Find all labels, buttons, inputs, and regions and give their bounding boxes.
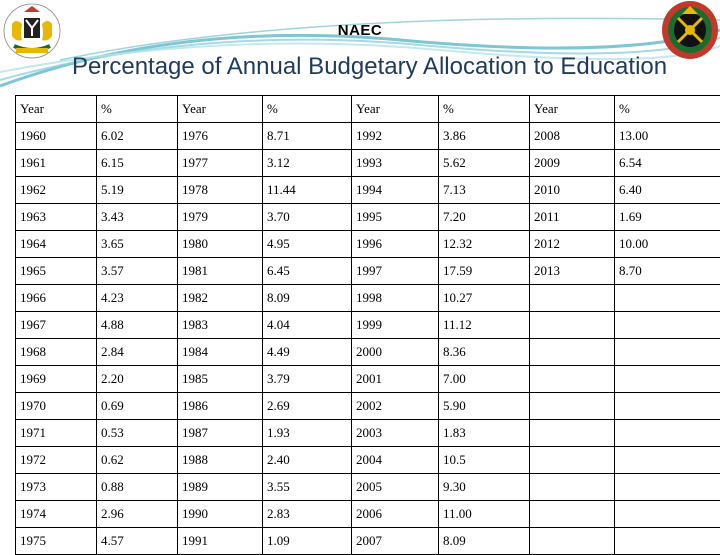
percent-cell: 10.27 [439,285,530,312]
year-cell: 2009 [530,150,615,177]
percent-cell: 3.79 [263,366,352,393]
percent-cell: 3.70 [263,204,352,231]
percent-cell: 11.12 [439,312,530,339]
percent-cell: 8.70 [615,258,720,285]
percent-cell: 10.00 [615,231,720,258]
table-row [16,123,720,150]
year-cell: 1993 [352,150,439,177]
percent-cell: 1.93 [263,420,352,447]
column-header-year: Year [178,96,263,123]
table-row [16,474,720,501]
table-row [16,285,720,312]
year-cell: 1965 [16,258,97,285]
year-cell: 2002 [352,393,439,420]
table-row [16,366,720,393]
year-cell: 1978 [178,177,263,204]
percent-cell: 6.15 [97,150,178,177]
percent-cell: 4.49 [263,339,352,366]
percent-cell: 2.40 [263,447,352,474]
year-cell: 1977 [178,150,263,177]
percent-cell: 17.59 [439,258,530,285]
year-cell: 2004 [352,447,439,474]
percent-cell: 2.84 [97,339,178,366]
year-cell: 2013 [530,258,615,285]
year-cell: 1989 [178,474,263,501]
table-row [16,150,720,177]
year-cell: 1981 [178,258,263,285]
table-row [16,177,720,204]
percent-cell [615,501,720,528]
percent-cell: 2.96 [97,501,178,528]
year-cell: 1979 [178,204,263,231]
year-cell: 1995 [352,204,439,231]
column-header-percent: % [97,96,178,123]
year-cell: 1996 [352,231,439,258]
percent-cell: 3.43 [97,204,178,231]
percent-cell: 5.90 [439,393,530,420]
percent-cell [615,393,720,420]
organization-name: NAEC [0,22,720,39]
percent-cell: 0.62 [97,447,178,474]
year-cell: 2005 [352,474,439,501]
percent-cell [615,447,720,474]
percent-cell [615,474,720,501]
year-cell: 2007 [352,528,439,555]
table-row [16,528,720,555]
year-cell: 1976 [178,123,263,150]
percent-cell: 13.00 [615,123,720,150]
year-cell: 1987 [178,420,263,447]
table-row [16,393,720,420]
percent-cell: 2.83 [263,501,352,528]
year-cell: 2003 [352,420,439,447]
year-cell [530,393,615,420]
year-cell: 2012 [530,231,615,258]
army-crest-icon [660,0,720,60]
table-header-row [16,96,720,123]
percent-cell: 3.65 [97,231,178,258]
year-cell: 1992 [352,123,439,150]
year-cell [530,447,615,474]
year-cell: 1974 [16,501,97,528]
percent-cell: 0.53 [97,420,178,447]
year-cell [530,339,615,366]
percent-cell [615,339,720,366]
year-cell: 1983 [178,312,263,339]
year-cell: 1985 [178,366,263,393]
table-row [16,501,720,528]
percent-cell [615,420,720,447]
table-row [16,204,720,231]
percent-cell: 5.62 [439,150,530,177]
year-cell: 1980 [178,231,263,258]
year-cell: 1998 [352,285,439,312]
percent-cell: 4.04 [263,312,352,339]
percent-cell: 5.19 [97,177,178,204]
year-cell: 1999 [352,312,439,339]
year-cell: 1986 [178,393,263,420]
year-cell: 1966 [16,285,97,312]
year-cell: 1969 [16,366,97,393]
percent-cell: 4.57 [97,528,178,555]
table-row [16,258,720,285]
year-cell: 2010 [530,177,615,204]
year-cell: 2001 [352,366,439,393]
year-cell [530,366,615,393]
percent-cell: 11.44 [263,177,352,204]
percent-cell: 3.57 [97,258,178,285]
percent-cell: 0.69 [97,393,178,420]
percent-cell: 9.30 [439,474,530,501]
percent-cell: 1.69 [615,204,720,231]
percent-cell: 4.23 [97,285,178,312]
year-cell: 1997 [352,258,439,285]
percent-cell: 12.32 [439,231,530,258]
year-cell [530,312,615,339]
year-cell: 2006 [352,501,439,528]
percent-cell: 8.09 [439,528,530,555]
percent-cell: 2.69 [263,393,352,420]
year-cell: 1963 [16,204,97,231]
column-header-year: Year [352,96,439,123]
allocation-table [15,95,720,555]
year-cell [530,528,615,555]
percent-cell [615,528,720,555]
percent-cell: 6.02 [97,123,178,150]
year-cell: 1972 [16,447,97,474]
year-cell [530,501,615,528]
year-cell: 1990 [178,501,263,528]
table-row [16,420,720,447]
year-cell: 1994 [352,177,439,204]
percent-cell: 6.54 [615,150,720,177]
year-cell: 1961 [16,150,97,177]
column-header-year: Year [530,96,615,123]
percent-cell: 6.45 [263,258,352,285]
year-cell [530,474,615,501]
year-cell: 1975 [16,528,97,555]
table-row [16,447,720,474]
percent-cell: 6.40 [615,177,720,204]
year-cell: 2000 [352,339,439,366]
percent-cell: 7.13 [439,177,530,204]
year-cell: 1964 [16,231,97,258]
percent-cell: 1.83 [439,420,530,447]
percent-cell [615,312,720,339]
percent-cell: 10.5 [439,447,530,474]
year-cell: 2011 [530,204,615,231]
percent-cell: 1.09 [263,528,352,555]
percent-cell: 8.09 [263,285,352,312]
year-cell: 1991 [178,528,263,555]
percent-cell: 0.88 [97,474,178,501]
year-cell: 2008 [530,123,615,150]
year-cell: 1973 [16,474,97,501]
percent-cell: 3.12 [263,150,352,177]
year-cell: 1960 [16,123,97,150]
column-header-year: Year [16,96,97,123]
table-row [16,312,720,339]
percent-cell: 3.55 [263,474,352,501]
year-cell [530,285,615,312]
column-header-percent: % [615,96,720,123]
percent-cell: 8.36 [439,339,530,366]
column-header-percent: % [263,96,352,123]
percent-cell: 11.00 [439,501,530,528]
percent-cell: 7.20 [439,204,530,231]
percent-cell: 3.86 [439,123,530,150]
percent-cell: 4.88 [97,312,178,339]
year-cell: 1970 [16,393,97,420]
column-header-percent: % [439,96,530,123]
percent-cell [615,285,720,312]
year-cell: 1971 [16,420,97,447]
year-cell [530,420,615,447]
page-title: Percentage of Annual Budgetary Allocation to Education [72,53,667,81]
percent-cell: 4.95 [263,231,352,258]
percent-cell [615,366,720,393]
table-row [16,231,720,258]
percent-cell: 8.71 [263,123,352,150]
year-cell: 1967 [16,312,97,339]
year-cell: 1962 [16,177,97,204]
year-cell: 1984 [178,339,263,366]
year-cell: 1988 [178,447,263,474]
percent-cell: 2.20 [97,366,178,393]
year-cell: 1982 [178,285,263,312]
percent-cell: 7.00 [439,366,530,393]
table-row [16,339,720,366]
year-cell: 1968 [16,339,97,366]
